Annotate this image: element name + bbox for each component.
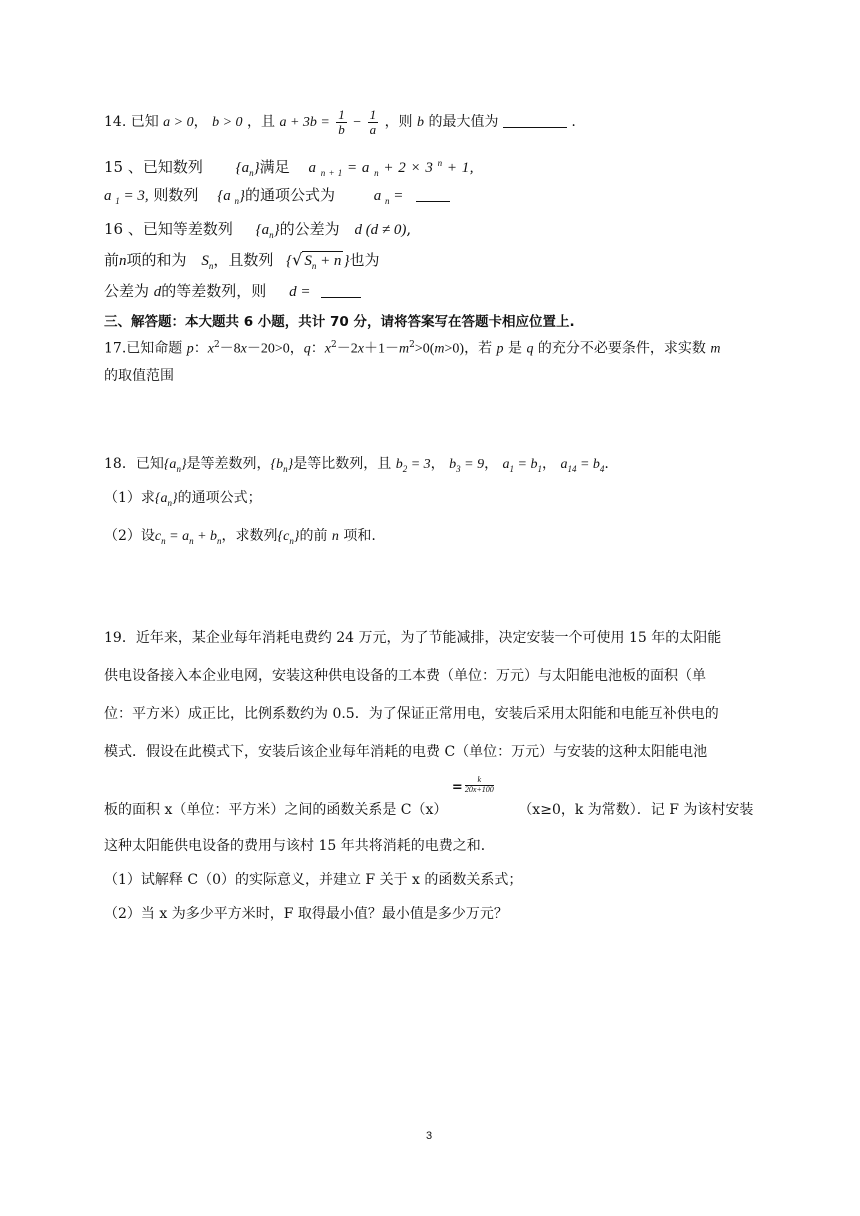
q19-fraction: $\frac{k}{20x+100}$ xyxy=(464,775,494,794)
q16-text: 前 xyxy=(104,251,120,269)
q14-var-b: b xyxy=(417,115,425,131)
q19-line-8: （2）当 x 为多少平方米时，F 取得最小值？最小值是多少万元？ xyxy=(104,906,508,922)
q14-text: 的最大值为 xyxy=(428,114,499,131)
q14-fraction-1: $\frac{1}{b}$ xyxy=(338,107,345,137)
page-number: 3 xyxy=(426,1130,433,1142)
q16-line-3 xyxy=(104,282,361,301)
q16-line-1 xyxy=(104,220,411,241)
q14-cond-b: b > 0 xyxy=(212,115,243,131)
q15-answer-blank[interactable] xyxy=(416,187,450,202)
q15-text: 则数列 xyxy=(153,186,199,204)
q19-line-5: 板的面积 x（单位：平方米）之间的函数关系是 C（x） = $\frac{k}{20x+100}$ （x≥0，k 为常数）．记 F 为该村安装 xyxy=(104,775,754,818)
q15-text: 的通项公式为 xyxy=(244,186,335,204)
q14-text: ，且 xyxy=(246,114,275,131)
q15-recurrence: a $_{n + 1}$ = a $_n$ + 2 × 3 $^n$ + 1, xyxy=(308,158,475,178)
q16-text: 也为 xyxy=(349,251,380,269)
q19-line-4: 模式．假设在此模式下，安装后该企业每年消耗的电费 C（单位：万元）与安装的这种太阳能电池 xyxy=(104,744,708,760)
q18-seq-a: $\{a_n\}$ xyxy=(163,457,187,474)
q18-seq-b: $\{b_n\}$ xyxy=(270,457,294,474)
q17-line-1: 17.已知命题 p：$x^2-8x-20>0$，q：$x^2-2x+1-m^2>0(m>0)$，若 p 是 q 的充分不必要条件，求实数 m xyxy=(104,340,721,357)
q16-sum: $S_n$ xyxy=(201,253,214,271)
q19-formula: = $\frac{k}{20x+100}$ xyxy=(451,775,494,795)
section-3-heading: 三、解答题：本大题共 6 小题，共计 70 分，请将答案写在答题卡相应位置上. xyxy=(104,314,575,330)
q16-text: 的等差数列，则 xyxy=(161,282,267,300)
q14-equation: a + 3b = xyxy=(279,115,330,131)
q16-answer-blank[interactable] xyxy=(321,283,361,298)
q16-text: , xyxy=(406,220,412,238)
q16-var-d: d xyxy=(153,284,162,300)
q14-line: 14. 已知 a > 0， b > 0 ，且 a + 3b = $\frac{1}{b}$ − $\frac{1}{a}$ ，则 b 的最大值为 . xyxy=(104,107,576,137)
q16-text: 公差为 xyxy=(104,282,150,300)
q15-sequence: {a $_n$} xyxy=(217,188,245,206)
q14-text: ，则 xyxy=(384,114,413,131)
q18-line-3: （2）设$c_n = a_n + b_n$，求数列$\{c_n\}$的前 n 项和. xyxy=(104,528,376,546)
q14-number: 14. xyxy=(104,114,127,131)
q19-line-6: 这种太阳能供电设备的费用与该村 15 年共将消耗的电费之和． xyxy=(104,838,495,854)
q15-line-2 xyxy=(104,186,450,207)
q18-conditions: $b_2 = 3$ xyxy=(395,457,431,474)
q19-line-3: 位：平方米）成正比，比例系数约为 0.5．为了保证正常用电，安装后采用太阳能和电能互补供电的 xyxy=(104,706,719,722)
q16-sqrt-sequence: {√ $S_n + n$ } xyxy=(286,250,350,271)
q15-answer-label: a $_n$ = xyxy=(373,188,404,206)
q14-minus: − xyxy=(353,115,362,131)
q18-line-1: 18．已知$\{a_n\}$是等差数列，$\{b_n\}$是等比数列，且 $b_2 = 3$， $b_3 = 9$， $a_1 = b_1$， $a_{14} = b_4$. xyxy=(104,456,609,474)
q19-line-1: 19．近年来，某企业每年消耗电费约 24 万元，为了节能减排，决定安装一个可使用 15 年的太阳能 xyxy=(104,630,722,646)
q16-text: 16 、已知等差数列 xyxy=(104,220,233,238)
q15-text: 满足 xyxy=(259,158,290,176)
q16-var-n: n xyxy=(119,253,127,269)
q14-cond-a: a > 0 xyxy=(163,115,194,131)
q15-text: 15 、已知数列 xyxy=(104,158,203,176)
q16-text: ，且数列 xyxy=(213,251,274,269)
q15-line-1 xyxy=(104,158,474,179)
q16-text: 的公差为 xyxy=(279,220,340,238)
q19-line-7: （1）试解释 C（0）的实际意义，并建立 F 关于 x 的函数关系式； xyxy=(104,872,523,888)
q16-answer-label: d = xyxy=(289,284,311,300)
q16-line-2 xyxy=(104,250,379,272)
q16-common-difference: d (d ≠ 0) xyxy=(354,222,407,238)
q14-fraction-2: $\frac{1}{a}$ xyxy=(369,107,377,137)
q14-answer-blank[interactable] xyxy=(503,113,567,128)
q16-sequence: $\{a_n\}$ xyxy=(255,222,280,240)
q16-text: 项的和为 xyxy=(126,251,187,269)
q19-line-2: 供电设备接入本企业电网，安装这种供电设备的工本费（单位：万元）与太阳能电池板的面积（单 xyxy=(104,668,706,684)
q14-period: . xyxy=(571,114,576,131)
q14-text: 已知 xyxy=(130,114,159,131)
q17-line-2: 的取值范围 xyxy=(104,368,174,384)
q18-line-2: （1）求$\{a_n\}$的通项公式； xyxy=(104,490,262,508)
q15-initial: a $_1$ = 3, xyxy=(104,188,149,206)
q15-sequence: $\{a_n\}$ xyxy=(235,160,260,178)
